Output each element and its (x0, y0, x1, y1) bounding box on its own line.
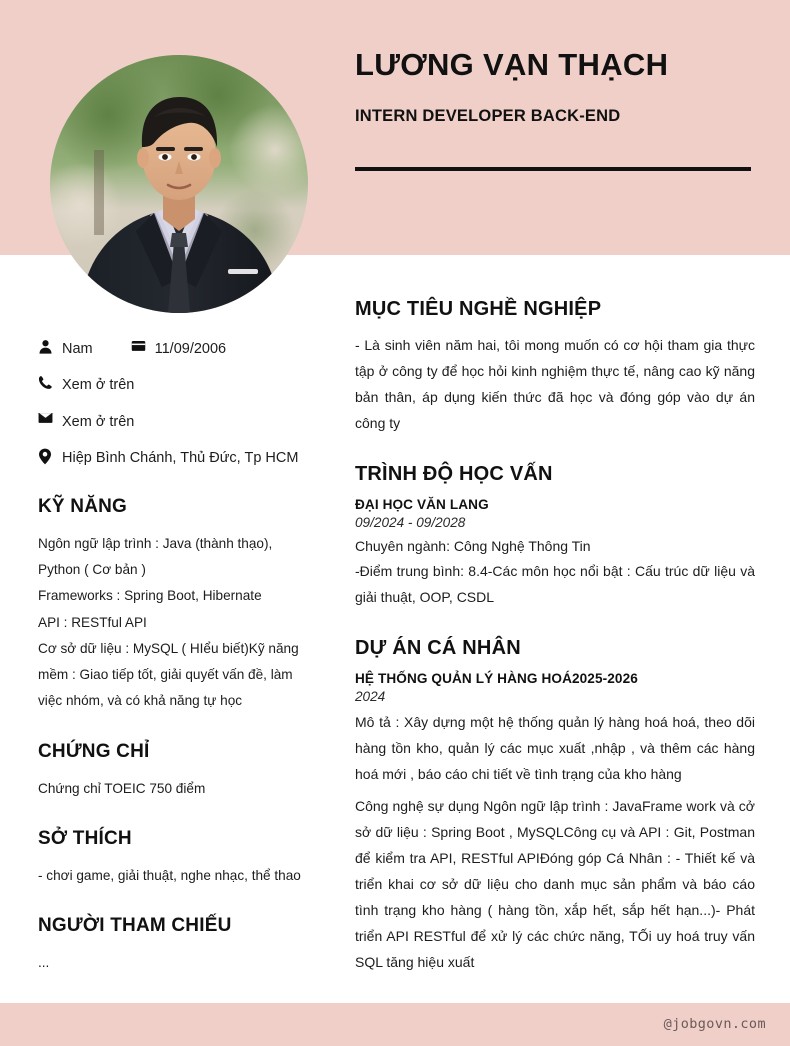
section-certificates (38, 741, 318, 802)
contact-row-gender-birthday (38, 338, 318, 360)
contact-email-value: Xem ở trên (62, 413, 135, 430)
skills-heading: KỸ NĂNG (38, 495, 128, 517)
objective-body: - Là sinh viên năm hai, tôi mong muốn có cơ hội tham gia thực tập ở công ty để học hỏi kinh nghiệm thực tế, nâng cao kỹ năng bản thân, áp dụng kiến thức đã học và đóng góp vào dự án công ty (355, 337, 755, 432)
location-pin-icon (38, 447, 62, 465)
contact-row-email (38, 411, 318, 433)
certificates-heading: CHỨNG CHỈ (38, 740, 150, 762)
certificates-line: Chứng chỉ TOEIC 750 điểm (38, 780, 206, 796)
section-education (355, 463, 755, 610)
contact-list (38, 338, 318, 470)
profile-photo (50, 55, 308, 313)
education-detail: -Điểm trung bình: 8.4-Các môn học nổi bật : Cấu trúc dữ liệu và giải thuật, OOP, CSDL (355, 562, 755, 605)
hobbies-heading: SỞ THÍCH (38, 827, 132, 849)
contact-birthday-value: 11/09/2006 (154, 341, 227, 357)
references-line: ... (38, 954, 50, 970)
phone-icon (38, 374, 62, 390)
contact-row-address (38, 447, 318, 469)
section-career-objective (355, 298, 755, 436)
contact-gender (38, 338, 93, 360)
contact-phone-value: Xem ở trên (62, 377, 135, 394)
header-identity (355, 46, 755, 126)
project-description: Mô tả : Xây dựng một hệ thống quản lý hàng hoá hoá, theo dõi hàng tồn kho, quản lý các mục xuất ,nhập , và thêm các hàng hoá mới , báo cáo chi tiết về tình trạng của kho hàng (355, 713, 755, 782)
project-date: 2024 (355, 688, 386, 704)
sidebar-left-column (38, 338, 318, 976)
education-school: ĐẠI HỌC VĂN LANG (355, 497, 489, 513)
projects-heading: DỰ ÁN CÁ NHÂN (355, 636, 521, 659)
candidate-role: INTERN DEVELOPER BACK-END (355, 107, 621, 126)
contact-birthday (131, 338, 227, 360)
section-personal-projects (355, 637, 755, 975)
references-heading: NGƯỜI THAM CHIẾU (38, 914, 232, 936)
objective-heading: MỤC TIÊU NGHỀ NGHIỆP (355, 298, 602, 320)
header-divider-rule (355, 167, 751, 171)
section-hobbies (38, 828, 318, 889)
education-date-range: 09/2024 - 09/2028 (355, 515, 466, 531)
education-major: Chuyên ngành: Công Nghệ Thông Tin (355, 538, 591, 555)
envelope-icon (38, 411, 62, 424)
skills-line: Ngôn ngữ lập trình : Java (thành thạo), Python ( Cơ bản ) (38, 535, 273, 578)
section-skills (38, 496, 318, 715)
contact-gender-value: Nam (62, 341, 93, 357)
hobbies-body (38, 863, 318, 889)
skills-body (38, 531, 318, 715)
references-body (38, 950, 318, 976)
main-right-column (355, 298, 755, 975)
project-title: HỆ THỐNG QUẢN LÝ HÀNG HOÁ2025-2026 (355, 670, 638, 686)
hobbies-line: - chơi game, giải thuật, nghe nhạc, thể thao (38, 867, 301, 883)
project-tech-contribution: Công nghệ sự dụng Ngôn ngữ lập trình : JavaFrame work và cở sở dữ liệu : Spring Boot , MySQLCông cụ và API : Git, Postman để kiểm tra API, RESTful APIĐóng góp Cá Nhân : - Thiết kế và triển khai cơ sở dữ liệu cho danh mục sản phẩm và báo cáo tình trạng kho hàng ( hàng tồn, xắp hết, sắp hết hạn...)- Phát triển API RESTful để xử lý các chức năng, TỐi uy hoá truy vấn SQL tăng hiệu xuất (355, 797, 755, 971)
person-icon (38, 338, 62, 355)
site-watermark: @jobgovn.com (663, 1016, 766, 1032)
calendar-icon (131, 338, 155, 353)
education-heading: TRÌNH ĐỘ HỌC VẤN (355, 463, 553, 486)
contact-row-phone (38, 374, 318, 396)
certificates-body (38, 776, 318, 802)
skills-line: Cơ sở dữ liệu : MySQL ( HIểu biết)Kỹ năng mềm : Giao tiếp tốt, giải quyết vấn đề, làm việc nhóm, và có khả năng tự học (38, 640, 299, 709)
contact-address-value: Hiệp Bình Chánh, Thủ Đức, Tp HCM (62, 450, 299, 467)
skills-line: API : RESTful API (38, 614, 147, 630)
skills-line: Frameworks : Spring Boot, Hibernate (38, 588, 262, 604)
section-references (38, 915, 318, 976)
candidate-name: LƯƠNG VẠN THẠCH (355, 47, 669, 82)
